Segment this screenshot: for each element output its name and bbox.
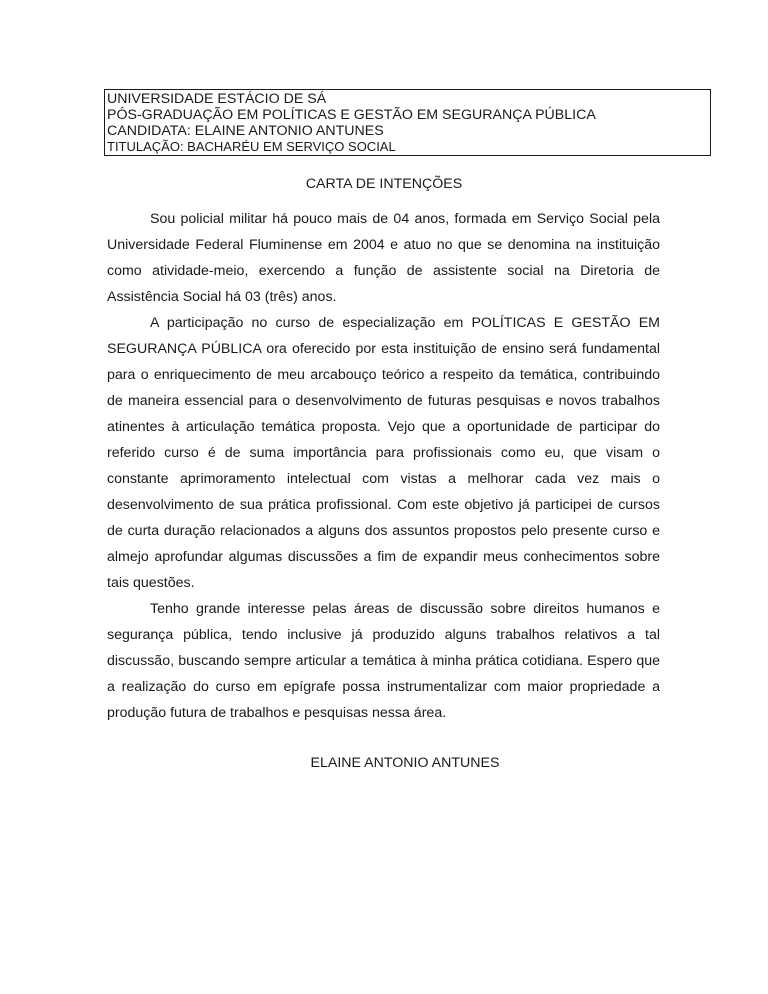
university-name: UNIVERSIDADE ESTÁCIO DE SÁ bbox=[107, 91, 327, 107]
letter-title: CARTA DE INTENÇÕES bbox=[305, 176, 463, 192]
paragraph-1: Sou policial militar há pouco mais de 04 anos, formada em Serviço Social pela Universidade Federal Fluminense em 2004 e atuo no que se denomina na instituição como atividade-meio, exercendo a função de assistente social na Diretoria de Assistência Social há 03 (três) anos. bbox=[107, 211, 660, 305]
degree-title: TITULAÇÃO: BACHARÉU EM SERVIÇO SOCIAL bbox=[107, 139, 396, 154]
paragraph-2: A participação no curso de especialização em POLÍTICAS E GESTÃO EM SEGURANÇA PÚBLICA ora oferecido por esta instituição de ensino será fundamental para o enriquecimento de meu arcabouço teórico a respeito da temática, contribuindo de maneira essencial para o desenvolvimento de futuras pesquisas e novos trabalhos atinentes à articulação temática proposta. Vejo que a oportunidade de participar do referido curso é de suma importância para profissionais como eu, que visam o constante aprimoramento intelectual com vistas a melhorar cada vez mais o desenvolvimento de sua prática profissional. Com este objetivo já participei de cursos de curta duração relacionados a alguns dos assuntos propostos pelo presente curso e almejo aprofundar algumas discussões a fim de expandir meus conhecimentos sobre tais questões. bbox=[107, 315, 660, 591]
header-box bbox=[104, 89, 711, 156]
program-name: PÓS-GRADUAÇÃO EM POLÍTICAS E GESTÃO EM SEGURANÇA PÚBLICA bbox=[107, 107, 596, 123]
signature: ELAINE ANTONIO ANTUNES bbox=[310, 755, 500, 771]
candidate-name: CANDIDATA: ELAINE ANTONIO ANTUNES bbox=[107, 123, 384, 139]
paragraph-3: Tenho grande interesse pelas áreas de discussão sobre direitos humanos e segurança pública, tendo inclusive já produzido alguns trabalhos relativos a tal discussão, buscando sempre articular a temática à minha prática cotidiana. Espero que a realização do curso em epígrafe possa instrumentalizar com maior propriedade a produção futura de trabalhos e pesquisas nessa área. bbox=[107, 601, 660, 721]
letter-body bbox=[107, 206, 660, 726]
